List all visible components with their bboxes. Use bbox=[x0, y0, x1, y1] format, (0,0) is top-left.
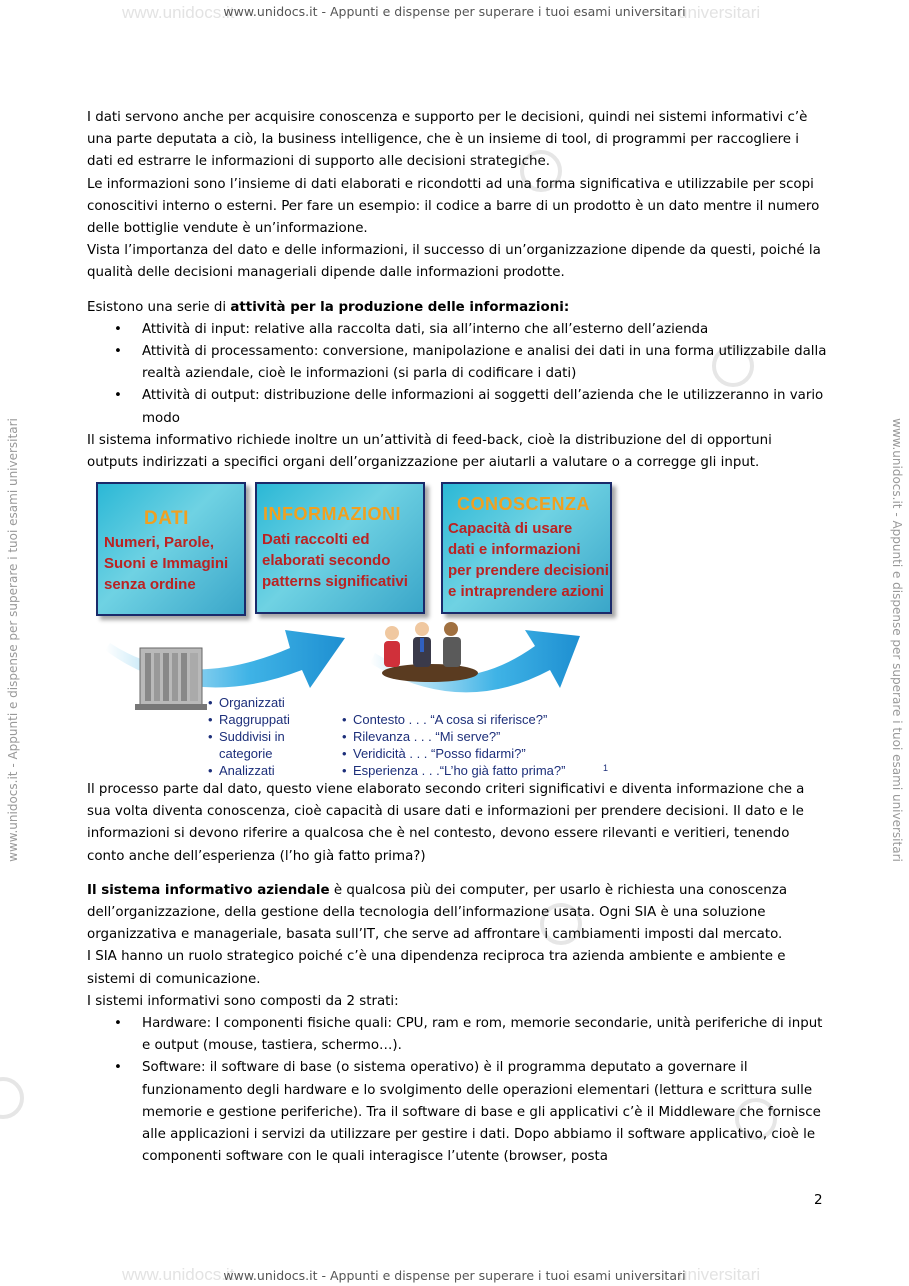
criteria-list bbox=[342, 711, 602, 779]
text-block-bottom bbox=[87, 779, 827, 1168]
server-rack-icon bbox=[135, 648, 207, 710]
ghost-watermark-top-left: www.unidocs.it bbox=[122, 3, 235, 22]
list-item: • Attività di processamento: conversione, manipolazione e analisi dei dati in una forma utilizzabile dalla realtà aziendale, cioè le informazioni (si parla di codificare i dati) bbox=[87, 341, 827, 385]
page-number: 2 bbox=[814, 1192, 823, 1208]
box-dati bbox=[96, 482, 246, 616]
processing-list bbox=[208, 694, 318, 779]
list-item: • Suddivisi in categorie bbox=[208, 728, 318, 762]
arrow-right bbox=[370, 630, 580, 692]
list-item: • Esperienza . . .“L’ho già fatto prima?” bbox=[342, 762, 602, 779]
paragraph-business-intelligence: I dati servono anche per acquisire conoscenza e supporto per le decisioni, quindi nei sistemi informativi c’è una parte deputata a ciò, la business intelligence, che è un insieme di tool, di programmi per raccogliere i dati ed estrarre le informazioni di supporto alle decisioni strategiche. bbox=[87, 110, 808, 170]
box-informazioni bbox=[255, 482, 425, 614]
header-watermark: www.unidocs.it - Appunti e dispense per superare i tuoi esami universitari bbox=[223, 4, 686, 19]
ghost-watermark-top-right: universitari bbox=[678, 3, 761, 22]
list-item: • Contesto . . . “A cosa si riferisce?” bbox=[342, 711, 602, 728]
paragraph-informazioni: Le informazioni sono l’insieme di dati elaborati e ricondotti ad una forma significativa e utilizzabile per scopi conoscitivi interno o esterni. Per fare un esempio: il codice a barre di un prodotto è un dato mentre il numero delle bottiglie vendute è un’informazione. bbox=[87, 176, 820, 237]
list-item: • Raggruppati bbox=[208, 711, 318, 728]
box-dati-text: Numeri, Parole, Suoni e Immagini senza ordine bbox=[104, 534, 229, 593]
box-conoscenza bbox=[441, 482, 612, 614]
paragraph-attivita-intro: Esistono una serie di attività per la produzione delle informazioni: bbox=[87, 299, 570, 315]
list-item: • Veridicità . . . “Posso fidarmi?” bbox=[342, 745, 602, 762]
list-item: • Attività di output: distribuzione delle informazioni ai soggetti dell’azienda che le utilizzeranno in vario modo bbox=[87, 385, 827, 429]
side-watermark-left: www.unidocs.it - Appunti e dispense per superare i tuoi esami universitari bbox=[6, 418, 20, 862]
footer-watermark: www.unidocs.it - Appunti e dispense per superare i tuoi esami universitari bbox=[223, 1268, 686, 1283]
list-item: • Attività di input: relative alla raccolta dati, sia all’interno che all’esterno dell’azienda bbox=[87, 319, 827, 341]
box-dati-title: DATI bbox=[144, 508, 189, 529]
bold-term: Il sistema informativo aziendale bbox=[87, 882, 330, 898]
side-watermark-right: www.unidocs.it - Appunti e dispense per superare i tuoi esami universitari bbox=[890, 418, 904, 862]
business-people-icon bbox=[382, 622, 478, 682]
box-conoscenza-title: CONOSCENZA bbox=[457, 494, 591, 514]
box-conoscenza-text: Capacità di usare dati e informazioni per prendere decisioni e intraprendere azioni bbox=[448, 520, 609, 600]
bold-term: attività per la produzione delle informazioni: bbox=[230, 299, 570, 315]
paragraph-processo: Il processo parte dal dato, questo viene elaborato secondo criteri significativi e diventa informazione che a sua volta diventa conoscenza, cioè capacità di usare dati e informazioni per prendere decisioni. Il dato e le informazioni si devono riferire a qualcosa che è nel contesto, devono essere rilevanti e veritieri, tenendo conto anche dell’esperienza (l’ho già fatto prima?) bbox=[87, 782, 805, 864]
paragraph-feedback: Il sistema informativo richiede inoltre un un’attività di feed-back, cioè la distribuzione del di opportuni outputs indirizzati a specifici organi dell’organizzazione per aiutarli a valutare o a corregge gli input. bbox=[87, 432, 772, 471]
list-item: • Organizzati bbox=[208, 694, 318, 711]
text-block-top bbox=[87, 107, 827, 474]
list-item: • Analizzati bbox=[208, 762, 318, 779]
box-informazioni-title: INFORMAZIONI bbox=[263, 504, 401, 524]
paragraph-ruolo-strategico: I SIA hanno un ruolo strategico poiché c’è una dipendenza reciproca tra azienda ambiente e ambiente e sistemi di comunicazione. bbox=[87, 949, 786, 987]
paragraph-strati: I sistemi informativi sono composti da 2 strati: bbox=[87, 993, 399, 1009]
list-item: • Software: il software di base (o sistema operativo) è il programma deputato a governare il funzionamento degli hardware e lo svolgimento delle operazioni elementari (lettura e scrittura sulle memorie e gestione periferiche). Tra il software di base e gli applicativi c’è il Middleware che fornisce alle applicazioni i servizi da utilizzare per gestire i dati. Dopo abbiamo il software applicativo, cioè le componenti software con le quali interagisce l’utente (browser, posta bbox=[87, 1057, 827, 1168]
ghost-watermark-bottom-right: universitari bbox=[678, 1265, 761, 1284]
list-item: • Hardware: I componenti fisiche quali: CPU, ram e rom, memorie secondarie, unità periferiche di input e output (mouse, tastiera, schermo…). bbox=[87, 1013, 827, 1057]
list-item: • Rilevanza . . . “Mi serve?” bbox=[342, 728, 602, 745]
box-informazioni-text: Dati raccolti ed elaborati secondo patterns significativi bbox=[262, 531, 408, 590]
paragraph-importanza: Vista l’importanza del dato e delle informazioni, il successo di un’organizzazione dipende da questi, poiché la qualità delle decisioni manageriali dipende dalle informazioni prodotte. bbox=[87, 243, 821, 281]
ghost-watermark-bottom-left: www.unidocs.it bbox=[122, 1265, 235, 1284]
watermark-logo-icon bbox=[0, 1077, 24, 1119]
slide-number: 1 bbox=[603, 763, 609, 773]
paragraph-sia: Il sistema informativo aziendale è qualcosa più dei computer, per usarlo è richiesta una conoscenza dell’organizzazione, della gestione della tecnologia dell’informazione usata. Ogni SIA è una soluzione organizzativa e manageriale, basata sull’IT, che serve ad affrontare i cambiamenti imposti dal mercato. bbox=[87, 882, 788, 943]
